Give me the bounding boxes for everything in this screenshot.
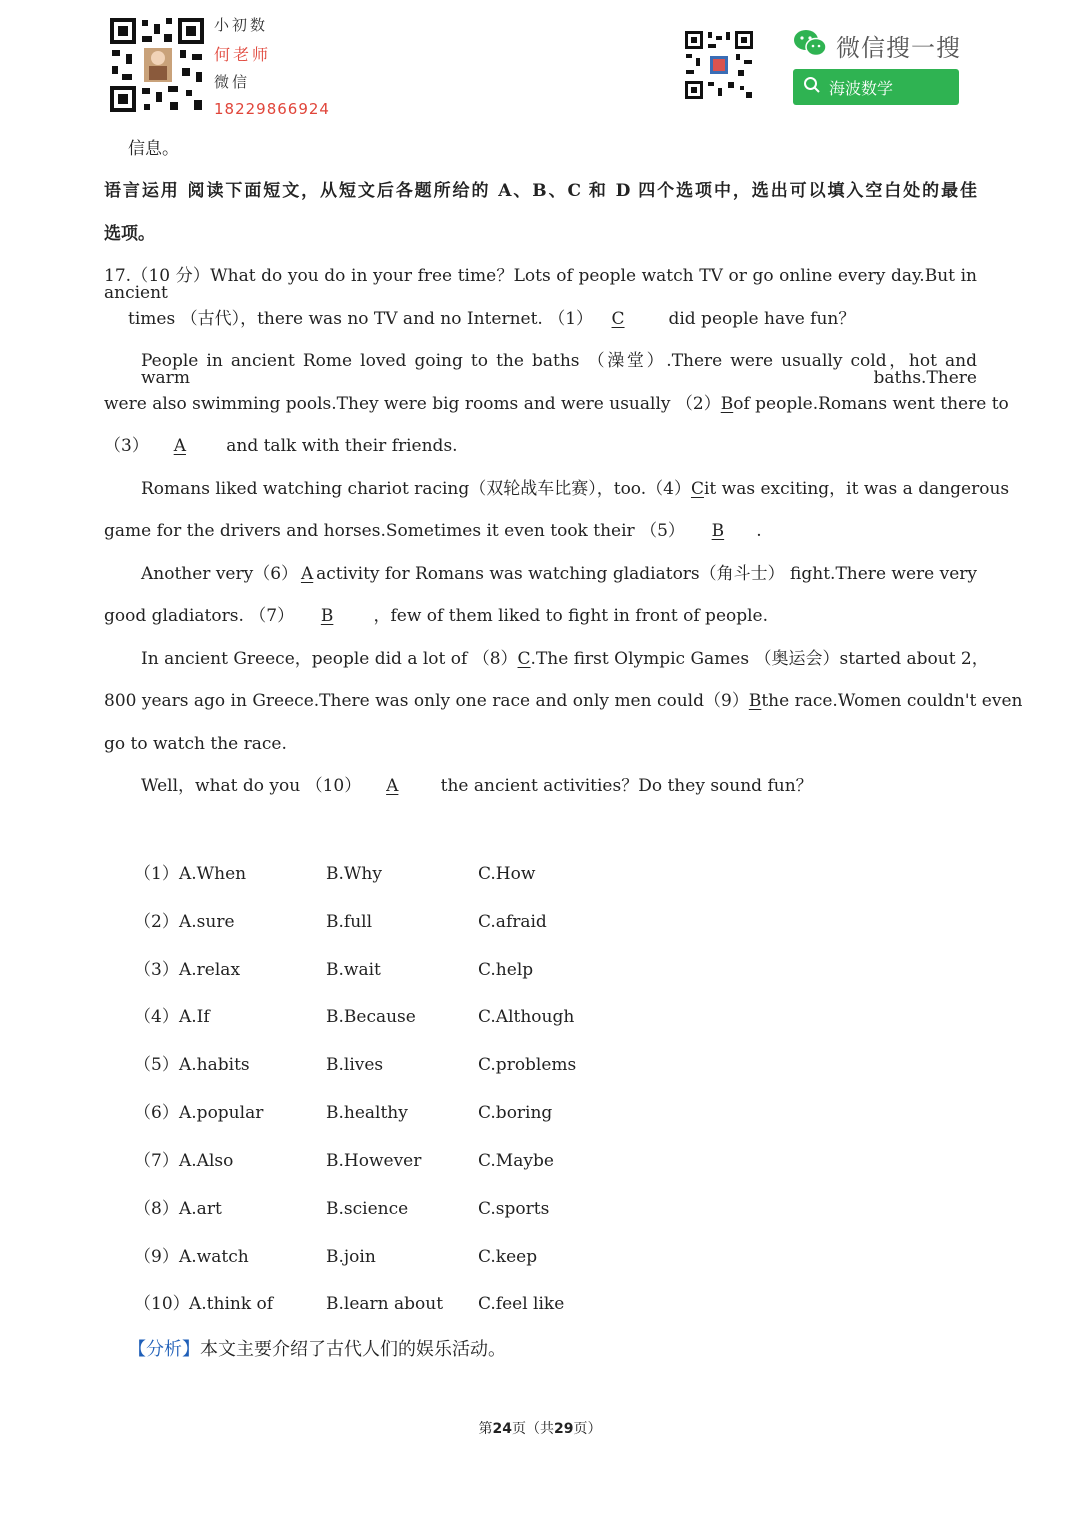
option-number: （3） [134, 960, 179, 980]
wechat-search-bar[interactable] [793, 69, 959, 105]
contact-phone: 18229866924 [214, 100, 330, 118]
answer-blank-5: B [711, 521, 725, 541]
question-line-10 [141, 649, 989, 669]
option-b: B.full [326, 912, 373, 932]
text-run: and talk with their friends. [220, 436, 458, 456]
answer-blank-8: C [517, 649, 531, 669]
question-line-7 [104, 523, 762, 540]
wechat-search-text: 海波数学 [829, 78, 894, 98]
option-number: （9） [134, 1247, 179, 1267]
option-c: C.How [478, 864, 536, 884]
question-line-9 [104, 608, 768, 625]
option-c: C.Although [478, 1007, 575, 1027]
option-a: A.If [179, 1007, 210, 1027]
search-icon [803, 76, 821, 98]
analysis-text: 本文主要介绍了古代人们的娱乐活动。 [200, 1339, 506, 1360]
option-b: B.However [326, 1151, 422, 1171]
answer-blank-4: C [690, 479, 704, 499]
footer-text: 页（共 [512, 1421, 554, 1437]
qr-code-right [684, 30, 754, 100]
text-run: In ancient Greece，people did a lot of （8） [141, 649, 518, 669]
text-run: game for the drivers and horses.Sometimes it even took their （5） [104, 521, 685, 541]
footer-text: 第 [478, 1421, 493, 1437]
option-b: B.join [326, 1247, 376, 1267]
answer-blank-3: A [173, 436, 186, 456]
option-a: A.When [179, 864, 247, 884]
option-a: A.watch [179, 1247, 249, 1267]
question-line-12: go to watch the race. [104, 734, 287, 754]
option-number: （8） [134, 1199, 179, 1219]
contact-line-1: 小初数 [214, 16, 269, 34]
text-run: ，few of them liked to fight in front of people. [368, 606, 769, 626]
option-b: B.Why [326, 864, 382, 884]
answer-blank-10: A [386, 776, 399, 796]
text-run: activity for Romans was watching gladiators（角斗士） fight.There were very [316, 564, 977, 584]
option-a: A.relax [179, 960, 241, 980]
option-b: B.healthy [326, 1103, 408, 1123]
option-a: A.Also [179, 1151, 234, 1171]
wechat-logo-icon [792, 28, 828, 62]
question-line-2 [128, 311, 855, 328]
text-run: Another very（6） [141, 564, 299, 584]
question-line-6 [141, 479, 1010, 499]
option-a: A.think of [189, 1294, 274, 1314]
option-c: C.problems [478, 1055, 577, 1075]
option-b: B.wait [326, 960, 381, 980]
question-line-3: People in ancient Rome loved going to the baths （澡堂）.There were usually cold，hot and warm baths.There [141, 351, 977, 388]
option-c: C.sports [478, 1199, 550, 1219]
option-c: C.help [478, 960, 534, 980]
text-run: times （古代），there was no TV and no Internet. （1） [128, 309, 594, 329]
answer-blank-6: A [300, 564, 314, 584]
contact-line-3: 微信 [214, 73, 251, 91]
text-run: did people have fun？ [663, 309, 856, 329]
option-c: C.boring [478, 1103, 553, 1123]
text-run: good gladiators. （7） [104, 606, 295, 626]
option-number: （5） [134, 1055, 179, 1075]
option-number: （7） [134, 1151, 179, 1171]
text-run: the ancient activities？Do they sound fun？ [435, 776, 813, 796]
option-number: （4） [134, 1007, 179, 1027]
option-c: C.Maybe [478, 1151, 554, 1171]
option-a: A.popular [179, 1103, 264, 1123]
page-total: 29 [554, 1421, 574, 1437]
text-run: .The first Olympic Games （奥运会）started about 2， [530, 649, 989, 669]
qr-code-left [108, 16, 206, 114]
option-a: A.sure [179, 912, 235, 932]
fragment-text: 信息。 [128, 139, 179, 159]
wechat-search-title: 微信搜一搜 [836, 34, 961, 62]
option-c: C.afraid [478, 912, 547, 932]
option-b: B.science [326, 1199, 409, 1219]
answer-blank-1: C [611, 309, 625, 329]
option-b: B.learn about [326, 1294, 444, 1314]
question-line-8 [141, 566, 977, 583]
text-run: 800 years ago in Greece.There was only one race and only men could（9） [104, 691, 749, 711]
contact-line-2: 何老师 [214, 45, 272, 64]
page-number: 24 [492, 1421, 512, 1437]
analysis-tag: 【分析】 [128, 1339, 200, 1360]
answer-blank-2: B [720, 394, 734, 414]
option-b: B.Because [326, 1007, 416, 1027]
page-footer [0, 1418, 1080, 1438]
text-run: Well，what do you （10） [141, 776, 362, 796]
option-number: （6） [134, 1103, 179, 1123]
question-line-5 [104, 438, 458, 455]
text-run: were also swimming pools.They were big rooms and were usually （2） [104, 394, 721, 414]
question-line-1: 17.（10 分）What do you do in your free time？Lots of people watch TV or go online every day.But in ancient [104, 266, 977, 303]
section-heading-line2: 选项。 [104, 224, 155, 244]
option-number: （10） [134, 1294, 190, 1314]
option-b: B.lives [326, 1055, 384, 1075]
question-line-13 [141, 778, 813, 795]
text-run: （3） [104, 436, 149, 456]
question-line-11 [104, 691, 1023, 711]
text-run: . [750, 521, 762, 541]
option-a: A.art [179, 1199, 222, 1219]
text-run: Romans liked watching chariot racing（双轮战车比赛），too.（4） [141, 479, 691, 499]
analysis [128, 1341, 506, 1359]
answer-blank-7: B [320, 606, 334, 626]
option-a: A.habits [179, 1055, 250, 1075]
question-line-4 [104, 394, 1009, 414]
footer-text: 页） [573, 1421, 602, 1437]
option-c: C.feel like [478, 1294, 565, 1314]
option-number: （1） [134, 864, 179, 884]
answer-blank-9: B [748, 691, 762, 711]
option-c: C.keep [478, 1247, 538, 1267]
section-heading-line1: 语言运用 阅读下面短文，从短文后各题所给的 A、B、C 和 D 四个选项中，选出可以填入空白处的最佳 [104, 181, 977, 201]
option-number: （2） [134, 912, 179, 932]
text-run: of people.Romans went there to [733, 394, 1009, 414]
text-run: it was exciting，it was a dangerous [703, 479, 1010, 499]
text-run: the race.Women couldn't even [761, 691, 1023, 711]
